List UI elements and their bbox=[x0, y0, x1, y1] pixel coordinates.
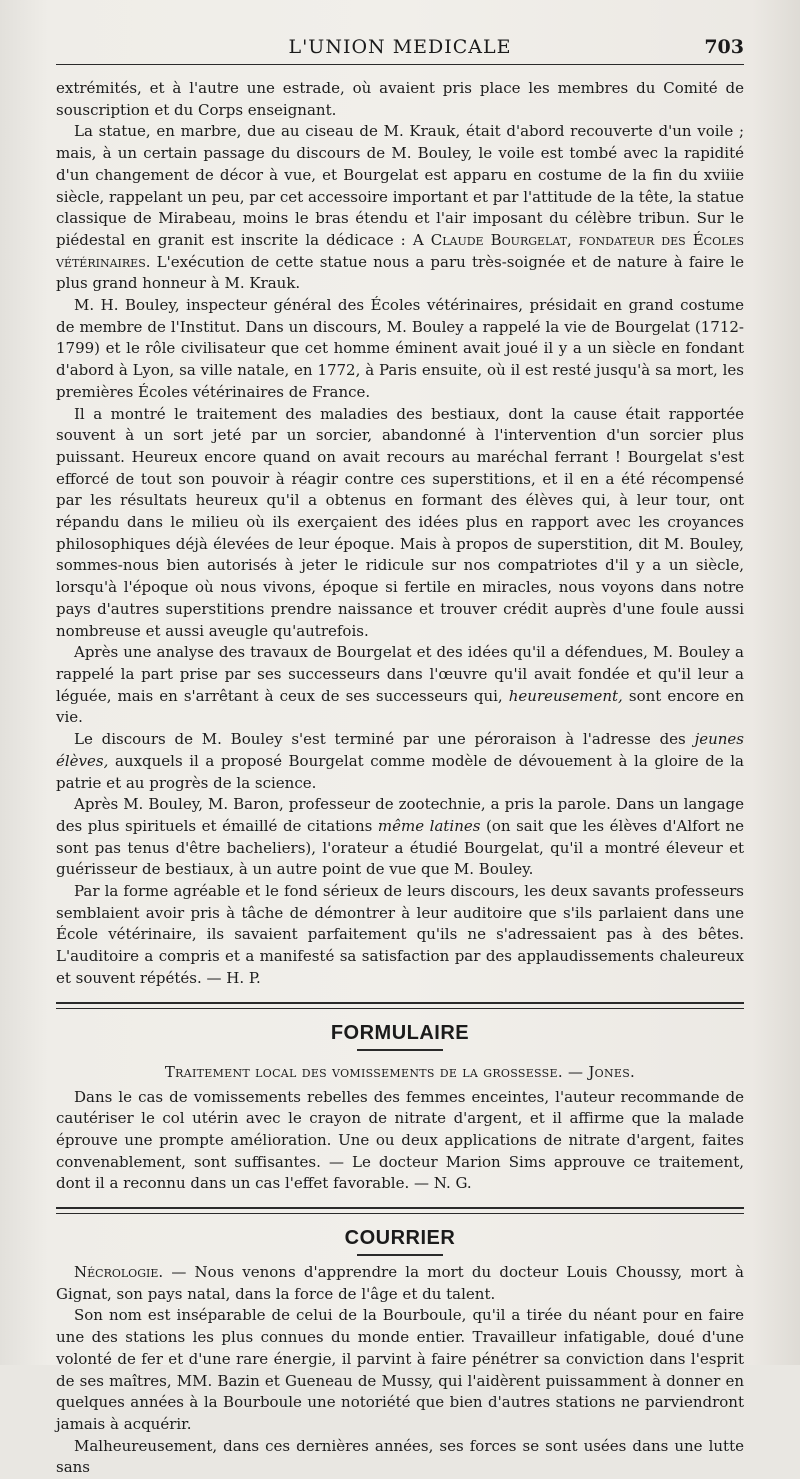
courrier-section bbox=[56, 1226, 744, 1479]
paragraph: extrémités, et à l'autre une estrade, où avaient pris place les membres du Comité de souscription et du Corps enseignant. bbox=[56, 79, 744, 119]
necrology-label: Nécrologie. bbox=[74, 1263, 164, 1282]
emphasis-text: même latines bbox=[377, 816, 481, 835]
paragraph bbox=[56, 1262, 744, 1305]
paragraph-text: auxquels il a proposé Bourgelat comme modèle de dévouement à la gloire de la patrie et au progrès de la science. bbox=[56, 751, 744, 792]
emphasis-text: jeunes élèves, bbox=[56, 730, 744, 770]
emphasis-text: heureusement, bbox=[508, 686, 623, 705]
paragraph-text: Après une analyse des travaux de Bourgelat et des idées qu'il a défendues, M. Bouley a rappelé la part prise par ses successeurs dans l'œuvre qu'il avait fondée et qu'il leur a léguée, mais en s'arrêtant à ceux de ses successeurs qui, bbox=[56, 643, 744, 705]
section-divider bbox=[56, 1207, 744, 1214]
header-rule bbox=[56, 64, 744, 65]
paragraph: Son nom est inséparable de celui de la Bourboule, qu'il a tirée du néant pour en faire une des stations les plus connues du monde entier. Travailleur infatigable, doué d'une volonté de fer et d'une rare énergie, il parvint à faire pénétrer sa conviction dans l'esprit de ses maîtres, MM. Bazin et Gueneau de Mussy, qui l'aidèrent puissamment à donner en quelques années à la Bourboule une notoriété que bien d'autres stations ne parviendront jamais à acquérir. bbox=[56, 1306, 744, 1433]
paragraph-text: Le discours de M. Bouley s'est terminé par une péroraison à l'adresse des bbox=[74, 730, 686, 749]
page-number: 703 bbox=[704, 36, 744, 58]
dedication-text: A Claude Bourgelat, fondateur des Écoles vétérinaires. bbox=[56, 230, 744, 271]
paragraph bbox=[56, 642, 744, 729]
formulaire-section bbox=[56, 1021, 744, 1196]
paragraph: Dans le cas de vomissements rebelles des femmes enceintes, l'auteur recommande de cautériser le col utérin avec le crayon de nitrate d'argent, et il affirme que la malade éprouve une prompte amélioration. Une ou deux applications de nitrate d'argent, faites convenablement, sont suffisantes. — Le docteur Marion Sims approuve ce traitement, dont il a reconnu dans un cas l'effet favorable. — N. G. bbox=[56, 1087, 744, 1193]
paragraph: M. H. Bouley, inspecteur général des Écoles vétérinaires, présidait en grand costume de membre de l'Institut. Dans un discours, M. Bouley a rappelé la vie de Bourgelat (1712-1799) et le rôle civilisateur que cet homme éminent avait joué il y a un siècle en fondant d'abord à Lyon, sa ville natale, en 1772, à Paris ensuite, où il est resté jusqu'à sa mort, les premières Écoles vétérinaires de France. bbox=[56, 296, 744, 401]
paragraph-text: sont encore en vie. bbox=[56, 686, 744, 727]
paragraph bbox=[56, 729, 744, 794]
journal-title: L'UNION MEDICALE bbox=[288, 36, 512, 58]
running-header bbox=[56, 36, 744, 64]
section-divider bbox=[56, 1002, 744, 1009]
section-title: FORMULAIRE bbox=[330, 1021, 470, 1044]
paragraph bbox=[56, 121, 744, 295]
paragraph-text: — Nous venons d'apprendre la mort du docteur Louis Choussy, mort à Gignat, son pays natal, dans la force de l'âge et du talent. bbox=[56, 1263, 744, 1303]
title-rule bbox=[357, 1049, 443, 1051]
paragraph-text: La statue, en marbre, due au ciseau de M. Krauk, était d'abord recouverte d'un voile ; mais, à un certain passage du discours de M. Bouley, le voile est tombé avec la rapidité d'un changement de décor à vue, et Bourgelat est apparu en costume de la fin du xviiie siècle, rappelant un peu, par cet accessoire important et par l'attitude de la tête, la statue classique de Mirabeau, moins le bras étendu et l'air imposant du célèbre tribun. Sur le piédestal en granit est inscrite la dédicace : bbox=[56, 122, 744, 249]
paragraph-text: (on sait que les élèves d'Alfort ne sont pas tenus d'être bacheliers), l'orateur a étudié Bourgelat, qu'il a montré éleveur et guérisseur de bestiaux, à un autre point de vue que M. Bouley. bbox=[56, 816, 745, 879]
section-title: COURRIER bbox=[344, 1227, 456, 1250]
paragraph: Il a montré le traitement des maladies des bestiaux, dont la cause était rapportée souvent à un sort jeté par un sorcier, abandonné à l'intervention d'un sorcier plus puissant. Heureux encore quand on avait recours au maréchal ferrant ! Bourgelat s'est efforcé de tout son pouvoir à réagir contre ces superstitions, et il en a été récompensé par les résultats heureux qu'il a obtenus en formant des élèves qui, à leur tour, ont répandu dans le milieu où ils exerçaient des idées plus en rapport avec les croyances philosophiques déjà élevées de leur époque. Mais à propos de superstition, dit M. Bouley, sommes-nous bien autorisés à jeter le ridicule sur nos compatriotes d'il y a un siècle, lorsqu'à l'époque où nous vivons, époque si fertile en miracles, nous voyons dans notre pays d'autres superstitions prendre naissance et trouver crédit auprès d'une foule aussi nombreuse et aussi aveugle qu'autrefois. bbox=[56, 404, 744, 640]
article-title: Traitement local des vomissements de la grossesse. — Jones. bbox=[164, 1062, 636, 1081]
article-body bbox=[56, 78, 744, 990]
paragraph-text: Après M. Bouley, M. Baron, professeur de zootechnie, a pris la parole. Dans un langage des plus spirituels et émaillé de citations bbox=[56, 795, 744, 835]
paragraph: Malheureusement, dans ces dernières années, ses forces se sont usées dans une lutte sans bbox=[56, 1436, 744, 1477]
paragraph-text: L'exécution de cette statue nous a paru très-soignée et de nature à faire le plus grand honneur à M. Krauk. bbox=[56, 252, 744, 293]
paragraph: Par la forme agréable et le fond sérieux de leurs discours, les deux savants professeurs semblaient avoir pris à tâche de démontrer à leur auditoire que s'ils parlaient dans une École vétérinaire, ils savaient parfaitement qu'ils ne s'adressaient pas à des bêtes. L'auditoire a compris et a manifesté sa satisfaction par des applaudissements chaleureux et souvent répétés. — H. P. bbox=[56, 882, 744, 987]
paragraph bbox=[56, 794, 744, 881]
